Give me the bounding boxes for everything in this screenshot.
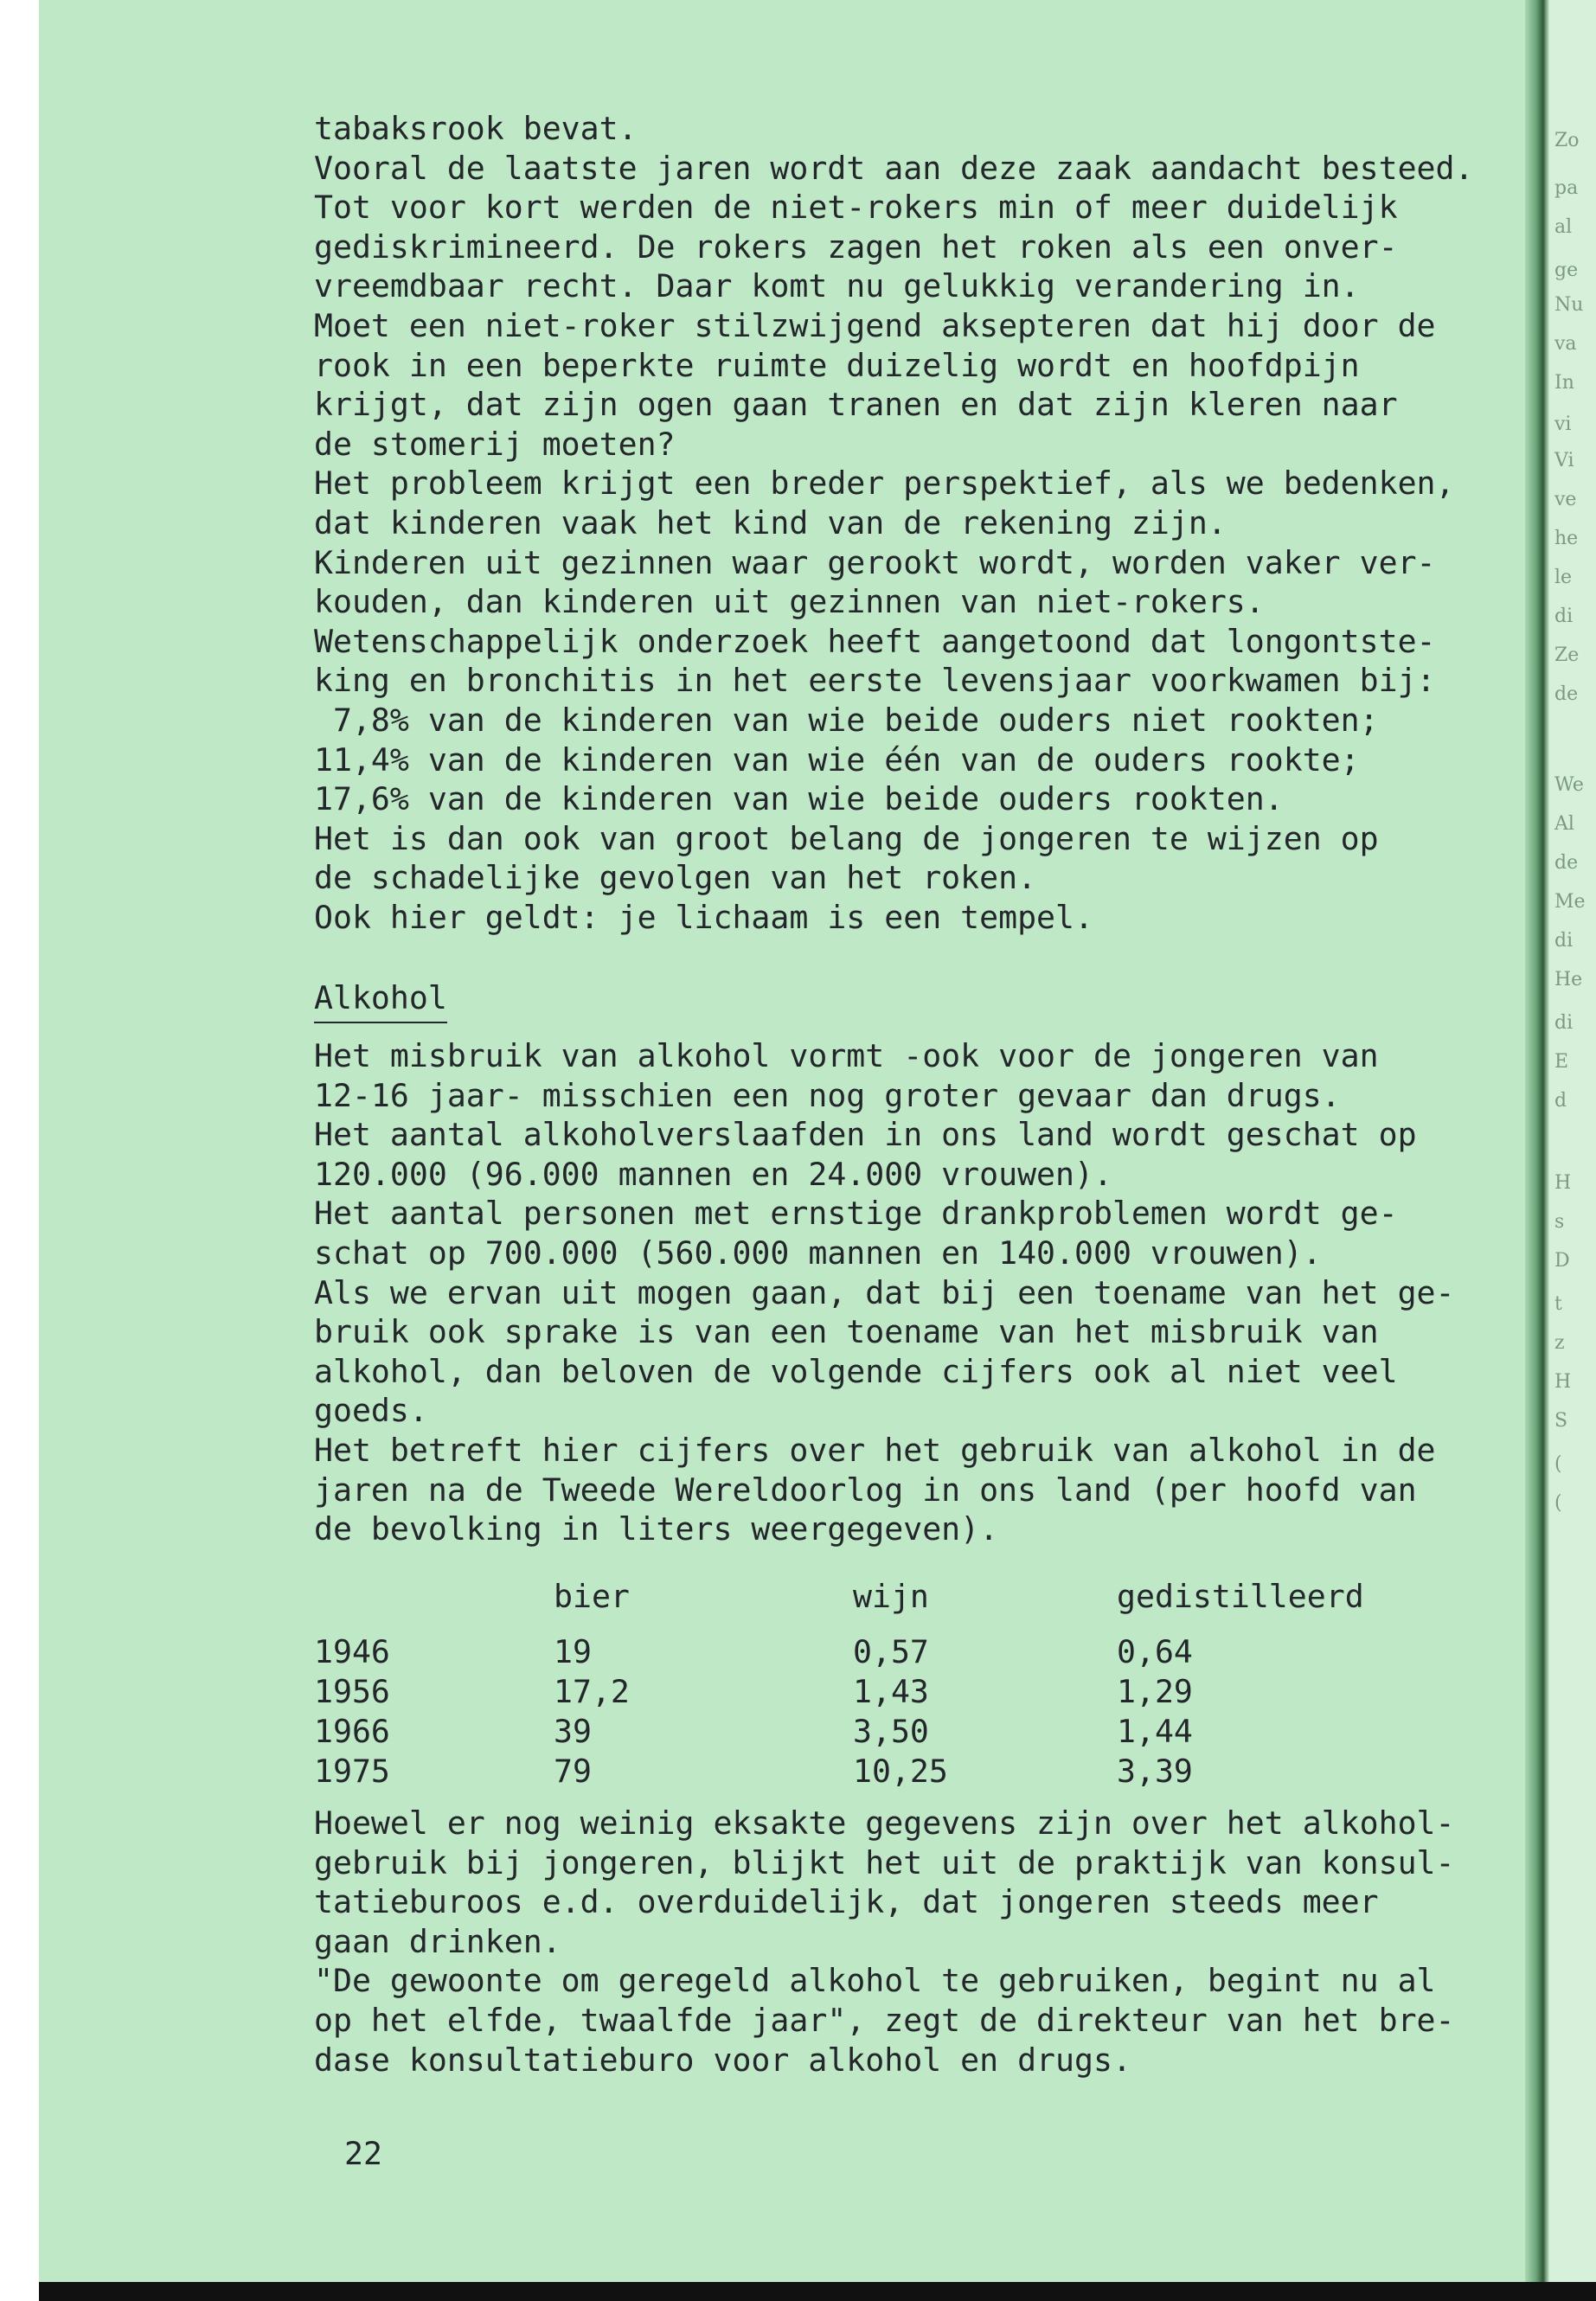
page-number: 22 <box>344 2135 382 2172</box>
text-line: goeds. <box>314 1392 428 1430</box>
text-line: krijgt, dat zijn ogen gaan tranen en dat zijn kleren naar <box>314 386 1398 424</box>
edge-text-fragment: Zo <box>1554 130 1580 151</box>
table-cell: 1,44 <box>1117 1713 1193 1750</box>
text-line: gaan drinken. <box>314 1922 561 1960</box>
edge-text-fragment: d <box>1554 1090 1567 1112</box>
text-line: kouden, dan kinderen uit gezinnen van niet-rokers. <box>314 583 1265 621</box>
edge-text-fragment: de <box>1554 852 1579 874</box>
table-cell: 17,2 <box>554 1673 630 1710</box>
edge-text-fragment: Vi <box>1554 450 1574 471</box>
text-line: Het aantal personen met ernstige drankproblemen wordt ge- <box>314 1195 1398 1233</box>
text-line: Moet een niet-roker stilzwijgend aksepteren dat hij door de <box>314 306 1436 344</box>
text-line: Tot voor kort werden de niet-rokers min of meer duidelijk <box>314 189 1398 227</box>
table-cell: 3,50 <box>853 1713 929 1750</box>
next-page-edge <box>1549 0 1596 2282</box>
table-cell: 0,57 <box>853 1633 929 1670</box>
scan-bottom-edge <box>39 2282 1596 2301</box>
edge-text-fragment: al <box>1554 216 1573 238</box>
paragraph-tobacco <box>314 109 1525 937</box>
edge-text-fragment: Me <box>1554 891 1586 913</box>
table-cell: 19 <box>554 1633 592 1670</box>
text-line: rook in een beperkte ruimte duizelig wordt en hoofdpijn <box>314 346 1360 384</box>
edge-text-fragment: vi <box>1554 413 1572 435</box>
text-line: alkohol, dan beloven de volgende cijfers ook al niet veel <box>314 1352 1398 1390</box>
edge-text-fragment: ( <box>1554 1492 1562 1514</box>
edge-text-fragment: ( <box>1554 1453 1562 1475</box>
edge-text-fragment: Al <box>1554 813 1574 835</box>
edge-text-fragment: He <box>1554 969 1583 990</box>
text-line: "De gewoonte om geregeld alkohol te gebruiken, begint nu al <box>314 1962 1436 2000</box>
text-line: dase konsultatieburo voor alkohol en drugs. <box>314 2041 1131 2079</box>
text-line: gediskrimineerd. De rokers zagen het roken als een onver- <box>314 228 1398 266</box>
edge-text-fragment: di <box>1554 930 1574 952</box>
text-line: 7,8% van de kinderen van wie beide ouders niet rookten; <box>314 701 1379 739</box>
edge-text-fragment: he <box>1554 528 1579 549</box>
text-line: Het aantal alkoholverslaafden in ons land wordt geschat op <box>314 1116 1417 1154</box>
text-line: 120.000 (96.000 mannen en 24.000 vrouwen). <box>314 1155 1112 1193</box>
table-header-cell: gedistilleerd <box>1117 1578 1364 1615</box>
edge-text-fragment: le <box>1554 567 1573 588</box>
edge-text-fragment: H <box>1554 1172 1572 1194</box>
text-line: bruik ook sprake is van een toename van het misbruik van <box>314 1313 1379 1351</box>
table-cell: 39 <box>554 1713 592 1750</box>
text-line: vreemdbaar recht. Daar komt nu gelukkig verandering in. <box>314 267 1360 305</box>
text-line: dat kinderen vaak het kind van de rekening zijn. <box>314 503 1227 542</box>
book-gutter-shadow <box>1525 0 1549 2282</box>
edge-text-fragment: We <box>1554 774 1584 796</box>
table-row <box>314 1672 1352 1712</box>
edge-text-fragment: de <box>1554 683 1579 705</box>
text-line: Als we ervan uit mogen gaan, dat bij een toename van het ge- <box>314 1273 1455 1311</box>
table-cell: 1,43 <box>853 1673 929 1710</box>
edge-text-fragment: ve <box>1554 489 1577 510</box>
edge-text-fragment: S <box>1554 1410 1568 1432</box>
table-row <box>314 1632 1352 1672</box>
text-line: Het is dan ook van groot belang de jongeren te wijzen op <box>314 819 1379 857</box>
paragraph-alcohol-intro <box>314 1036 1525 1549</box>
edge-text-fragment: Ze <box>1554 644 1580 666</box>
text-line: schat op 700.000 (560.000 mannen en 140.000 vrouwen). <box>314 1234 1322 1272</box>
table-row <box>314 1712 1352 1752</box>
text-line: Kinderen uit gezinnen waar gerookt wordt, worden vaker ver- <box>314 543 1436 581</box>
text-line: Het misbruik van alkohol vormt -ook voor de jongeren van <box>314 1037 1379 1074</box>
text-line: Vooral de laatste jaren wordt aan deze zaak aandacht besteed. <box>314 149 1474 187</box>
table-cell: 1946 <box>314 1633 390 1670</box>
paragraph-alcohol-youth <box>314 1804 1525 2080</box>
edge-text-fragment: s <box>1554 1211 1565 1233</box>
text-line: 11,4% van de kinderen van wie één van de ouders rookte; <box>314 740 1360 779</box>
text-line: op het elfde, twaalfde jaar", zegt de direkteur van het bre- <box>314 2001 1455 2039</box>
table-row <box>314 1752 1352 1791</box>
text-line: Het betreft hier cijfers over het gebruik van alkohol in de <box>314 1431 1436 1469</box>
table-header-row <box>314 1577 1364 1617</box>
text-line: Ook hier geldt: je lichaam is een tempel. <box>314 898 1093 936</box>
edge-text-fragment: Nu <box>1554 294 1584 316</box>
text-line: de stomerij moeten? <box>314 425 676 463</box>
text-line: 17,6% van de kinderen van wie beide ouders rookten. <box>314 780 1284 818</box>
edge-text-fragment: ge <box>1554 260 1579 281</box>
edge-text-fragment: di <box>1554 1012 1574 1034</box>
edge-text-fragment: E <box>1554 1051 1569 1073</box>
table-header-cell: bier <box>554 1578 630 1615</box>
edge-text-fragment: z <box>1554 1332 1565 1354</box>
table-cell: 3,39 <box>1117 1753 1193 1790</box>
table-cell: 10,25 <box>853 1753 948 1790</box>
table-cell: 79 <box>554 1753 592 1790</box>
edge-text-fragment: In <box>1554 372 1574 394</box>
table-cell: 1,29 <box>1117 1673 1193 1710</box>
text-line: jaren na de Tweede Wereldoorlog in ons land (per hoofd van <box>314 1471 1417 1509</box>
table-cell: 0,64 <box>1117 1633 1193 1670</box>
table-cell: 1956 <box>314 1673 390 1710</box>
text-line: king en bronchitis in het eerste levensjaar voorkwamen bij: <box>314 662 1436 700</box>
text-line: Het probleem krijgt een breder perspektief, als we bedenken, <box>314 465 1455 503</box>
text-line: de bevolking in liters weergegeven). <box>314 1510 999 1548</box>
section-heading-alkohol: Alkohol <box>314 978 447 1023</box>
edge-text-fragment: pa <box>1554 177 1579 199</box>
table-cell: 1975 <box>314 1753 390 1790</box>
text-line: Hoewel er nog weinig eksakte gegevens zijn over het alkohol- <box>314 1804 1455 1842</box>
text-line: Wetenschappelijk onderzoek heeft aangetoond dat longontste- <box>314 622 1436 660</box>
edge-text-fragment: D <box>1554 1250 1570 1272</box>
edge-text-fragment: va <box>1554 333 1577 355</box>
table-cell: 1966 <box>314 1713 390 1750</box>
edge-text-fragment: H <box>1554 1371 1572 1393</box>
table-header-cell: wijn <box>853 1578 929 1615</box>
edge-text-fragment: t <box>1554 1293 1562 1315</box>
edge-text-fragment: di <box>1554 606 1574 627</box>
text-line: tatieburoos e.d. overduidelijk, dat jongeren steeds meer <box>314 1883 1379 1921</box>
text-line: tabaksrook bevat. <box>314 110 638 147</box>
text-line: 12-16 jaar- misschien een nog groter gevaar dan drugs. <box>314 1076 1341 1114</box>
text-line: de schadelijke gevolgen van het roken. <box>314 859 1037 897</box>
text-line: gebruik bij jongeren, blijkt het uit de praktijk van konsul- <box>314 1843 1455 1881</box>
